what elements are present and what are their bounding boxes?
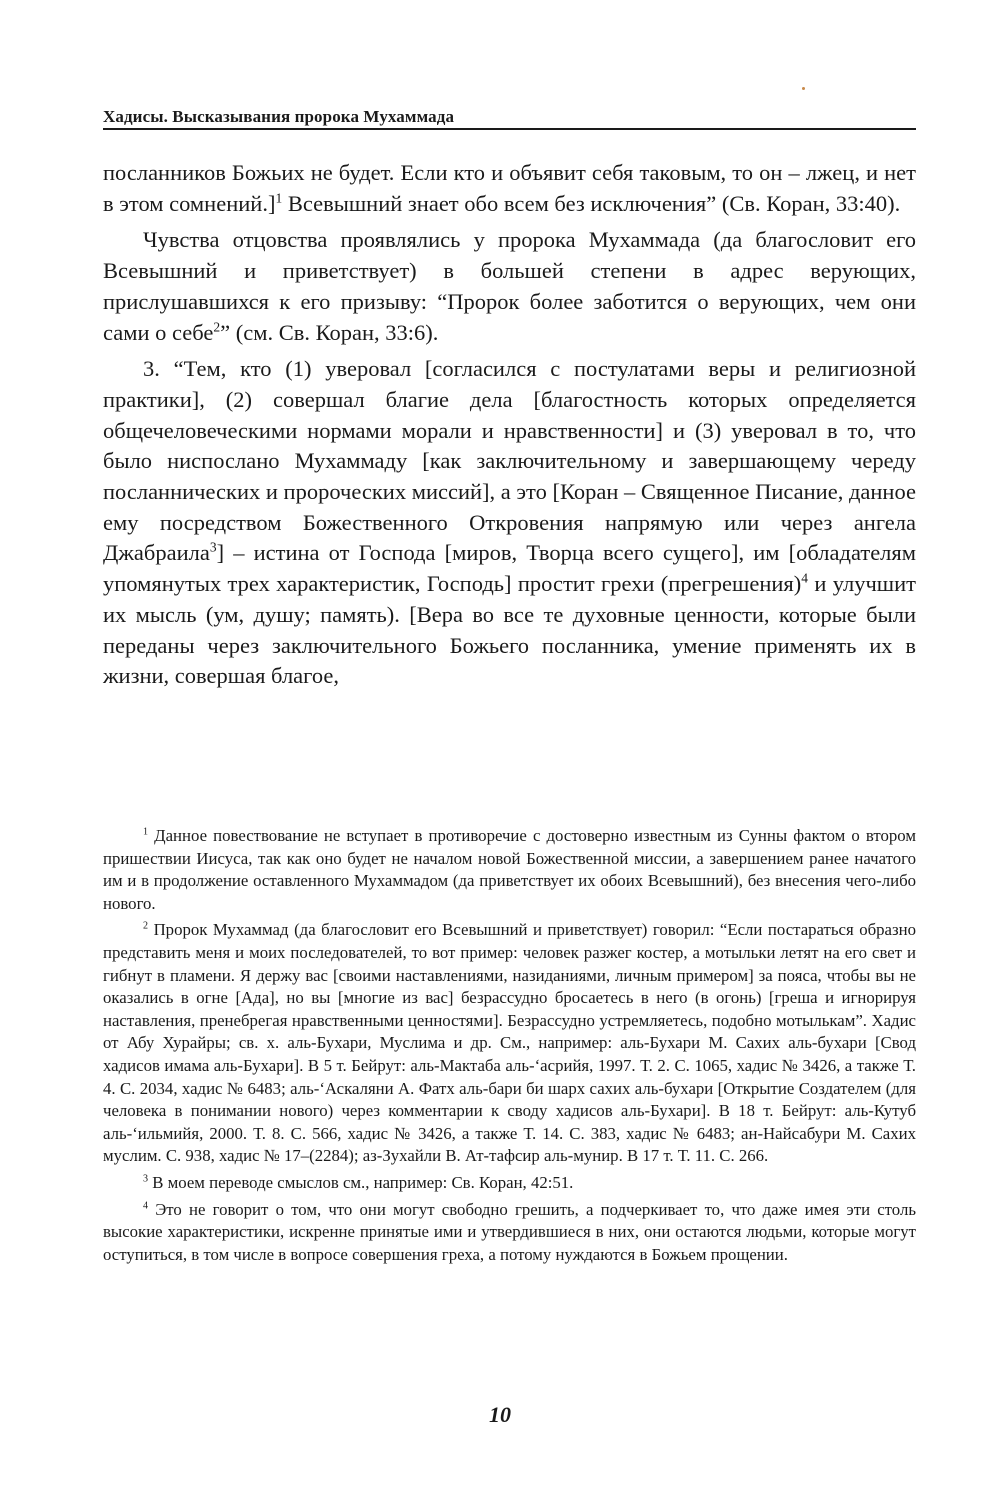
- paragraph-3-text-c: и улучшит их мысль (ум, душу; память). [Вера во все те духовные ценности, которые были переданы через заключительного Божьего посланника, умение применять их в жизни, совершая благое,: [103, 571, 916, 689]
- footnote-1: [103, 825, 916, 915]
- footnote-2-number: 2: [143, 920, 149, 932]
- running-head: Хадисы. Высказывания пророка Мухаммада: [103, 107, 455, 126]
- footnote-4-number: 4: [143, 1199, 149, 1211]
- main-text: [103, 158, 916, 692]
- paragraph-3: [103, 354, 916, 692]
- paragraph-1-text-b: Всевышний знает обо всем без исключения” (Св. Коран, 33:40).: [282, 190, 901, 216]
- footnote-3-text: В моем переводе смыслов см., например: Св. Коран, 42:51.: [148, 1172, 574, 1192]
- footnote-2: [103, 919, 916, 1168]
- footnote-4-text: Это не говорит о том, что они могут свободно грешить, а подчеркивает то, что даже имея эти столь высокие характеристики, искренне принятые ими и утвердившиеся в них, они остаются людьми, которые могут оступиться, в том числе в вопросе совершения греха, а потому нуждаются в Божьем прощении.: [103, 1199, 916, 1264]
- paragraph-3-text-b: ] – истина от Господа [миров, Творца всего сущего], им [обладателям упомянутых трех характеристик, Господь] простит грехи (прегрешения): [103, 540, 916, 597]
- paragraph-1-text-a: посланников Божьих не будет. Если кто и объявит себя таковым, то он – лжец, и нет в этом сомнений.]: [103, 160, 916, 216]
- footnote-3: [103, 1172, 916, 1195]
- paragraph-1: [103, 158, 916, 219]
- header-rule: [103, 128, 916, 130]
- footnote-3-number: 3: [143, 1173, 149, 1185]
- paragraph-2: [103, 225, 916, 348]
- footnotes: [103, 825, 916, 1270]
- paragraph-2-text-b: ” (см. Св. Коран, 33:6).: [220, 319, 439, 345]
- footnote-4: [103, 1199, 916, 1267]
- print-speck: [802, 87, 805, 90]
- paragraph-2-text-a: Чувства отцовства проявлялись у пророка Мухаммада (да благословит его Всевышний и приветствует) в большей степени в адрес верующих, прислушавшихся к его призыву: “Пророк более заботится о верующих, чем они сами о себе: [103, 227, 916, 345]
- footnote-1-number: 1: [143, 826, 149, 838]
- footnote-1-text: Данное повествование не вступает в противоречие с достоверно известным из Сунны фактом о втором пришествии Иисуса, так как оно будет не началом новой Божественной миссии, а завершением ранее начатого им и в продолжение оставленного Мухаммадом (да приветствует их обоих Всевышний), без внесения чего-либо нового.: [103, 826, 916, 913]
- paragraph-3-text-a: 3. “Тем, кто (1) уверовал [согласился с постулатами веры и религиозной практики], (2) совершал благие дела [благостность которых определяется общечеловеческими нормами морали и нравственности] и (3) уверовал в то, что было ниспослано Мухаммаду [как заключительному и завершающему череду посланнических и пророческих миссий], а это [Коран – Священное Писание, данное ему посредством Божественного Откровения напрямую или через ангела Джабраила: [103, 356, 916, 566]
- footnote-2-text: Пророк Мухаммад (да благословит его Всевышний и приветствует) говорил: “Если постараться образно представить меня и моих последователей, то вот пример: человек разжег костер, а мотыльки летят на его свет и гибнут в пламени. Я держу вас [своими наставлениями, назиданиями, личным примером] за пояса, чтобы вы не оказались в огне [Ада], но вы [многие из вас] безрассудно бросаетесь в него (в огонь) [греша и игнорируя наставления, пренебрегая нравственными ценностями]. Безрассудно устремляетесь, подобно мотылькам”. Хадис от Абу Хурайры; св. х. аль-Бухари, Муслима и др. См., например: аль-Бухари М. Сахих аль-бухари [Свод хадисов имама аль-Бухари]. В 5 т. Бейрут: аль-Мактаба аль-‘асрийя, 1997. Т. 2. С. 1065, хадис № 3426, а также Т. 4. С. 2034, хадис № 6483; аль-‘Аскаляни А. Фатх аль-бари би шарх сахих аль-бухари [Открытие Создателем (для человека в понимании нового) через комментарии к своду хадисов аль-Бухари]. В 18 т. Бейрут: аль-Кутуб аль-‘ильмийя, 2000. Т. 8. С. 566, хадис № 3426, а также Т. 14. С. 383, хадис № 6483; ан-Найсабури М. Сахих муслим. С. 938, хадис № 17–(2284); аз-Зухайли В. Ат-тафсир аль-мунир. В 17 т. Т. 11. С. 266.: [103, 920, 916, 1166]
- footnote-ref-4: 4: [801, 570, 809, 586]
- page-number: 10: [489, 1402, 511, 1427]
- footnote-ref-1: 1: [275, 190, 283, 206]
- footnote-ref-2: 2: [213, 319, 221, 335]
- footnote-ref-3: 3: [209, 539, 217, 555]
